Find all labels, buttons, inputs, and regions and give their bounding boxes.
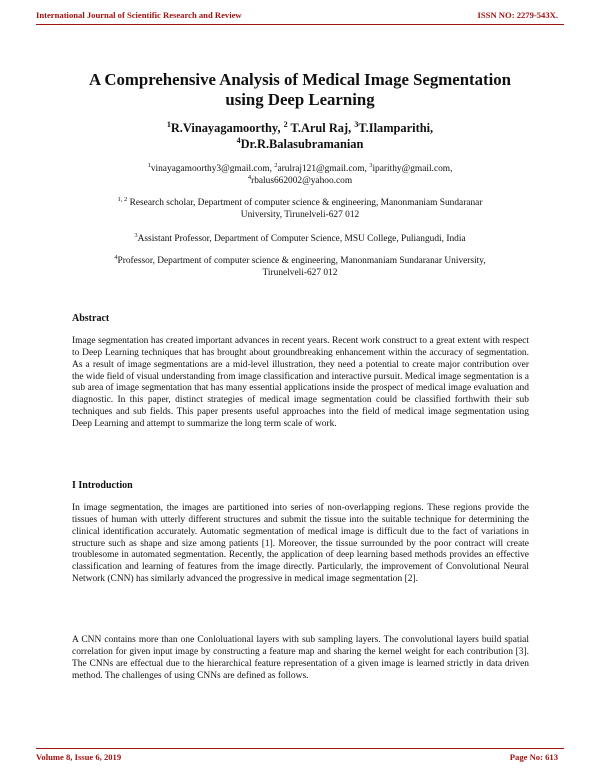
affiliation-2-text: Assistant Professor, Department of Computer Science, MSU College, Puliangudi, India [137, 234, 466, 244]
author-line-1 [40, 120, 560, 136]
email-line-1 [60, 163, 540, 175]
header-rule [36, 24, 564, 25]
introduction-paragraph-1: In image segmentation, the images are partitioned into series of non-overlapping regions. These regions provide the tissues of human with utterly different structures and submit the tissue into the suitable technique for determining the clinical identification accurately. Automatic segmentation of medical image is difficult due to the fact of variations in structure such as shape and size among patients [1]. Moreover, the tissue surrounded by the poor contract will create troublesome in automated segmentation. Recently, the application of deep learning based methods provides an effective classification and learning of features from the image directly. Particularly, the improvement of Convolutional Neural Network (CNN) has similarly advanced the progressive in medical image segmentation [2]. [72, 503, 529, 585]
email-1-num: 1 [147, 161, 151, 169]
email-3: iparithy@gmail.com, [372, 164, 453, 174]
affiliation-2 [60, 233, 540, 245]
author-1-num: 1 [166, 119, 171, 129]
affiliation-3-text: Professor, Department of computer science & engineering, Manonmaniam Sundaranar University, [117, 256, 486, 266]
email-line-2 [60, 175, 540, 187]
author-4-name: Dr.R.Balasubramanian [240, 137, 364, 151]
abstract-heading: Abstract [72, 313, 110, 324]
author-emails [60, 163, 540, 187]
page-number: Page No: 613 [509, 752, 558, 762]
author-3-num: 3 [354, 119, 359, 129]
email-2: arulraj121@gmail.com, [277, 164, 370, 174]
paper-title [40, 70, 560, 110]
affiliation-1-line-1 [60, 197, 540, 209]
author-3-name: T.Ilamparithi, [358, 121, 434, 135]
footer-rule [36, 748, 564, 749]
author-2-name: T.Arul Raj, [287, 121, 355, 135]
journal-name: International Journal of Scientific Research and Review [36, 10, 242, 20]
affiliation-1-text: Research scholar, Department of computer science & engineering, Manonmaniam Sundaranar [127, 198, 483, 208]
title-line-1: A Comprehensive Analysis of Medical Image Segmentation [88, 70, 511, 89]
abstract-text: Image segmentation has created important advances in recent years. Recent work construct to a great extent with respect to Deep Learning techniques that has brought about groundbreaking enhancement within the accuracy of segmentation. As a result of image segmentations are a mid-level illustration, they need a potential to create major contribution over the wide field of visual understanding from image classification and interactive pursuit. Medical image segmentation is a sub area of image segmentation that has many essential applications inside the prospect of medical image evaluation and diagnostic. In this paper, distinct strategies of medical image segmentation could be classified forthwith their sub techniques and sub fields. This paper presents useful approaches into the field of medical image segmentation using Deep Learning and attempt to summarize the long term scale of work. [72, 336, 529, 429]
author-1-name: R.Vinayagamoorthy, [170, 121, 284, 135]
affiliation-1-num: 1, 2 [117, 195, 128, 203]
affiliation-2-num: 3 [134, 231, 138, 239]
author-2-num: 2 [283, 119, 288, 129]
affiliation-1-line-2: University, Tirunelveli-627 012 [240, 210, 360, 220]
affiliation-2-line-1 [60, 233, 540, 245]
introduction-paragraph-2: A CNN contains more than one Conloluational layers with sub sampling layers. The convolutional layers build spatial correlation for given input image by constructing a feature map and sharing the kernel weight for each contribution [3]. The CNNs are effectual due to the hierarchical feature representation of a given image is learned strictly in data driven method. The challenges of using CNNs are defined as follows. [72, 635, 529, 681]
affiliation-3-line-2: Tirunelveli-627 012 [262, 268, 338, 278]
volume-issue: Volume 8, Issue 6, 2019 [36, 752, 122, 762]
email-2-num: 2 [274, 161, 278, 169]
author-4-num: 4 [236, 135, 241, 145]
title-line-2: using Deep Learning [225, 90, 375, 109]
email-4: rbalus662002@yahoo.com [251, 176, 353, 186]
affiliation-3 [60, 255, 540, 279]
affiliation-3-line-1 [60, 255, 540, 267]
email-4-num: 4 [247, 173, 252, 181]
affiliation-1 [60, 197, 540, 221]
email-1: vinayagamoorthy3@gmail.com, [150, 164, 275, 174]
email-3-num: 3 [369, 161, 373, 169]
author-list [40, 120, 560, 152]
affiliation-3-num: 4 [114, 253, 118, 261]
introduction-heading: I Introduction [72, 480, 133, 491]
author-line-2 [40, 136, 560, 152]
issn-number: ISSN NO: 2279-543X. [477, 10, 558, 20]
